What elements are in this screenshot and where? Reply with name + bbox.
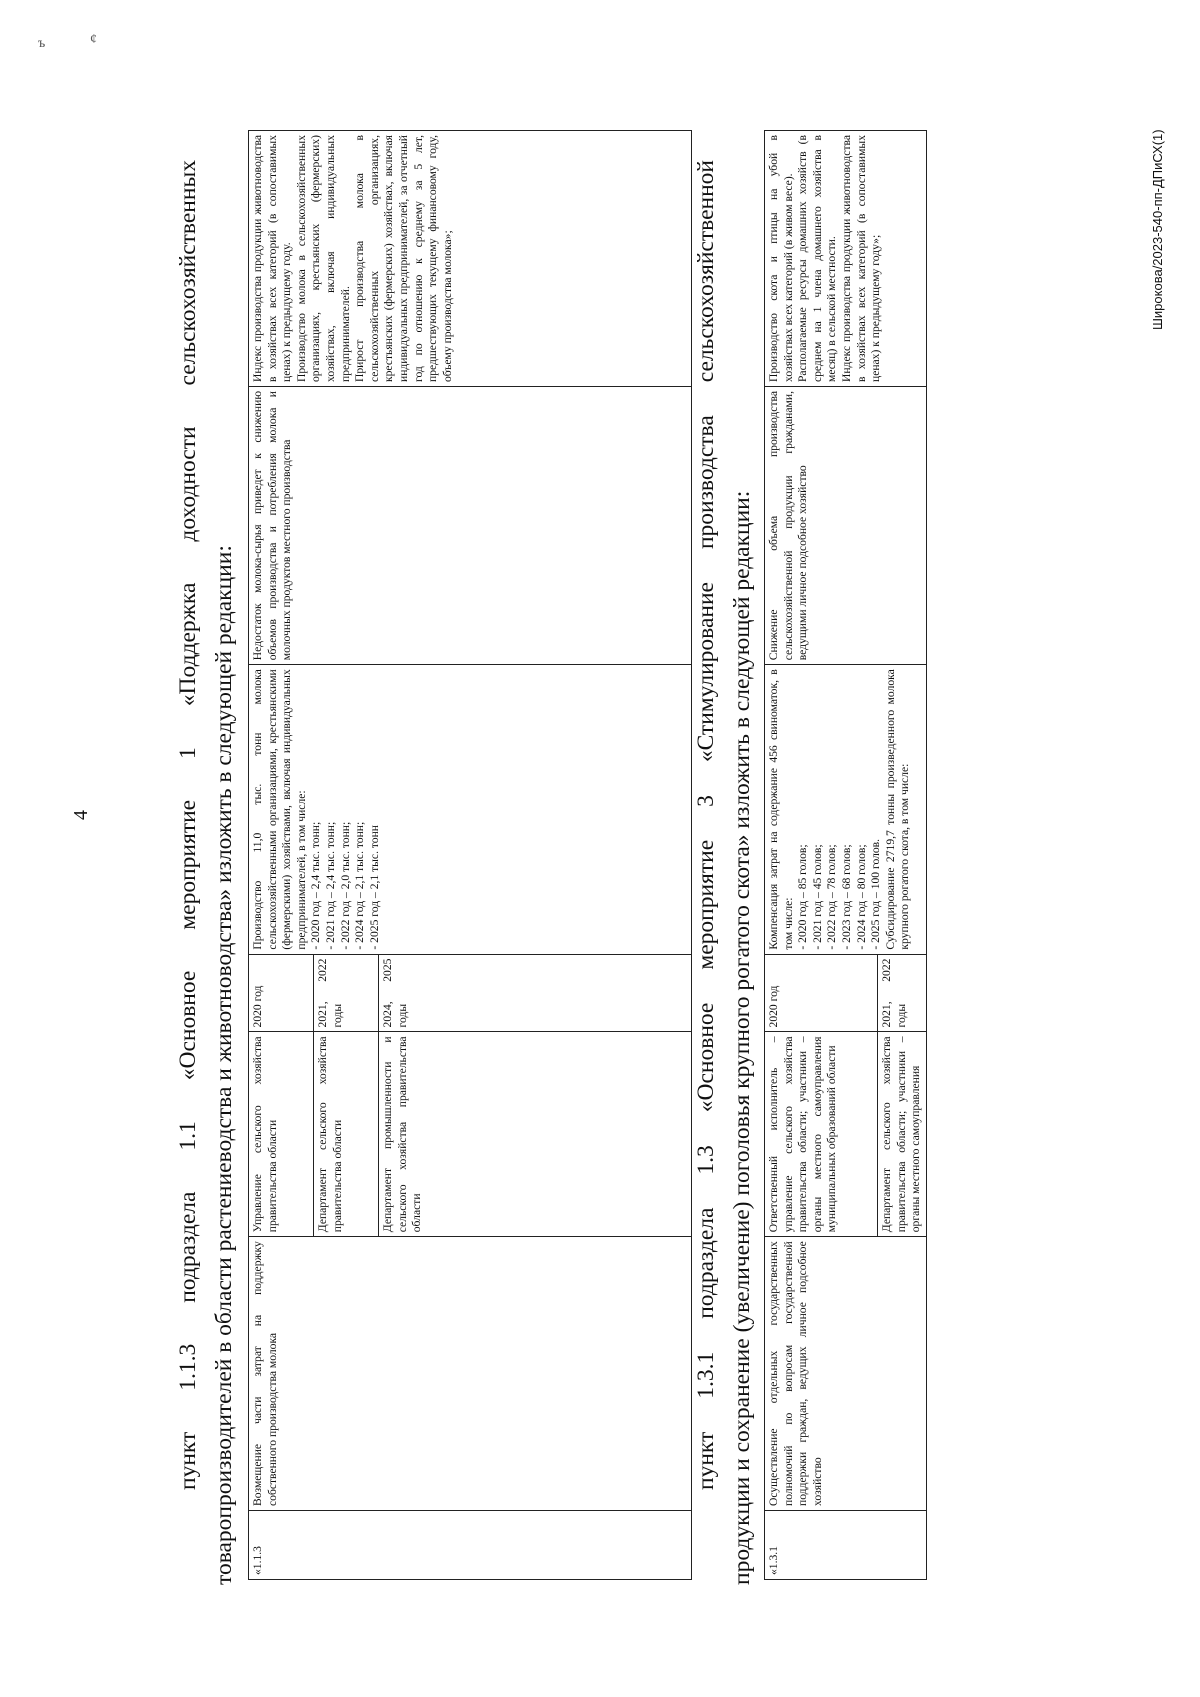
period-cell: 2021, 2022 годы — [878, 954, 927, 1032]
scan-mark: ъ — [38, 36, 46, 51]
executor-cell: Департамент сельского хозяйства правительства области; участники – органы местного самоуправления — [878, 1032, 927, 1237]
indicator-line: Располагаемые ресурсы домашних хозяйств (в среднем на 1 члена домашнего хозяйства в месяц) в сельской местности. — [796, 132, 839, 383]
period-cell: 2024, 2025 годы — [379, 954, 692, 1032]
row-number: «1.1.3 — [249, 1511, 692, 1580]
period-cell: 2020 год — [765, 954, 878, 1032]
result-line: - 2021 год – 2,4 тыс. тонн; — [323, 821, 337, 950]
result-line: Субсидирование 2719,7 тонны произведенного молока крупного рогатого скота, в том числе: — [883, 666, 912, 950]
section-heading-1-3-1 — [688, 160, 760, 1585]
scan-mark: ¢ — [90, 32, 97, 47]
heading-line: пункт 1.1.3 подраздела 1.1 «Основное мероприятие 1 «Поддержка доходности сельскохозяйственных — [175, 160, 201, 1490]
document-footer-code: Широкова/2023-540-пп-ДПиСХ(1) — [1150, 129, 1165, 330]
rotated-page-content — [170, 120, 990, 1600]
result-line: - 2022 год – 78 голов; — [825, 844, 839, 950]
consequences: Недостаток молока-сырья приведет к снижению объемов производства и потребления молока и молочных продуктов местного производства — [249, 387, 692, 665]
indicator-line: Производство молока в сельскохозяйственных организациях, крестьянских (фермерских) хозяйствах, включая индивидуальных предпринимателей. — [294, 132, 352, 383]
target-indicators — [765, 131, 927, 387]
heading-line: продукции и сохранение (увеличение) поголовья крупного рогатого скота» изложить в следующей редакции: — [729, 490, 755, 1585]
result-line: Компенсация затрат на содержание 456 свиноматок, в том числе: — [767, 666, 795, 950]
target-indicators — [249, 131, 692, 387]
indicator-line: Индекс производства продукции животноводства в хозяйствах всех категорий (в сопоставимых ценах) к предыдущему году. — [251, 132, 294, 383]
result-line: - 2025 год – 100 голов. — [869, 838, 883, 950]
result-line: - 2020 год – 85 голов; — [796, 844, 810, 950]
period-cell: 2021, 2022 годы — [314, 954, 379, 1032]
result-line: - 2020 год – 2,4 тыс. тонн; — [309, 821, 323, 950]
row-number: «1.3.1 — [765, 1511, 927, 1580]
indicator-line: Прирост производства молока в сельскохозяйственных организациях, крестьянских (фермерских) хозяйствах, включая индивидуальных предпринимателей, за отчетный год по отношению к среднему за 5 лет, предшествующих текущему финансовому году, объему производства молока»; — [353, 132, 454, 383]
executor-cell: Управление сельского хозяйства правительства области — [249, 1032, 314, 1237]
section-heading-1-1-3 — [170, 160, 242, 1585]
heading-line: пункт 1.3.1 подраздела 1.3 «Основное мероприятие 3 «Стимулирование производства сельскохозяйственной — [693, 160, 719, 1490]
result-line: - 2022 год – 2,0 тыс. тонн; — [338, 821, 352, 950]
activity-table-1-1-3 — [248, 130, 692, 1580]
result-line: Производство 11,0 тыс. тонн молока сельскохозяйственными организациями, крестьянскими (фермерскими) хозяйствами, включая индивидуальных предпринимателей, в том числе: — [251, 666, 308, 950]
indicator-line: Индекс производства продукции животноводства в хозяйствах всех категорий (в сопоставимых ценах) к предыдущему году»; — [839, 132, 883, 383]
executor-cell: Департамент сельского хозяйства правительства области — [314, 1032, 379, 1237]
period-cell: 2020 год — [249, 954, 314, 1032]
executor-cell: Ответственный исполнитель – управление сельского хозяйства правительства области; участники – органы местного самоуправления муниципальных образований области — [765, 1032, 878, 1237]
result-line: - 2024 год – 80 голов; — [854, 844, 868, 950]
expected-result — [765, 665, 927, 954]
consequences: Снижение объема производства сельскохозяйственной продукции гражданами, ведущими личное подсобное хозяйство — [765, 387, 927, 665]
activity-table-1-3-1 — [764, 130, 927, 1580]
activity-name: Возмещение части затрат на поддержку собственного производства молока — [249, 1237, 692, 1511]
result-line: - 2021 год – 45 голов; — [810, 844, 824, 950]
page-number: 4 — [70, 810, 92, 820]
result-line: - 2023 год – 68 голов; — [839, 844, 853, 950]
activity-name: Осуществление отдельных государственных полномочий по вопросам государственной поддержки граждан, ведущих личное подсобное хозяйство — [765, 1237, 927, 1511]
executor-cell: Департамент промышленности и сельского хозяйства правительства области — [379, 1032, 692, 1237]
indicator-line: Производство скота и птицы на убой в хозяйствах всех категорий (в живом весе). — [767, 132, 795, 383]
result-line: - 2025 год – 2,1 тыс. тонн — [367, 825, 381, 950]
heading-line: товаропроизводителей в области растениеводства и животноводства» изложить в следующей редакции: — [211, 545, 237, 1585]
expected-result — [249, 665, 692, 954]
result-line: - 2024 год – 2,1 тыс. тонн; — [353, 821, 367, 950]
